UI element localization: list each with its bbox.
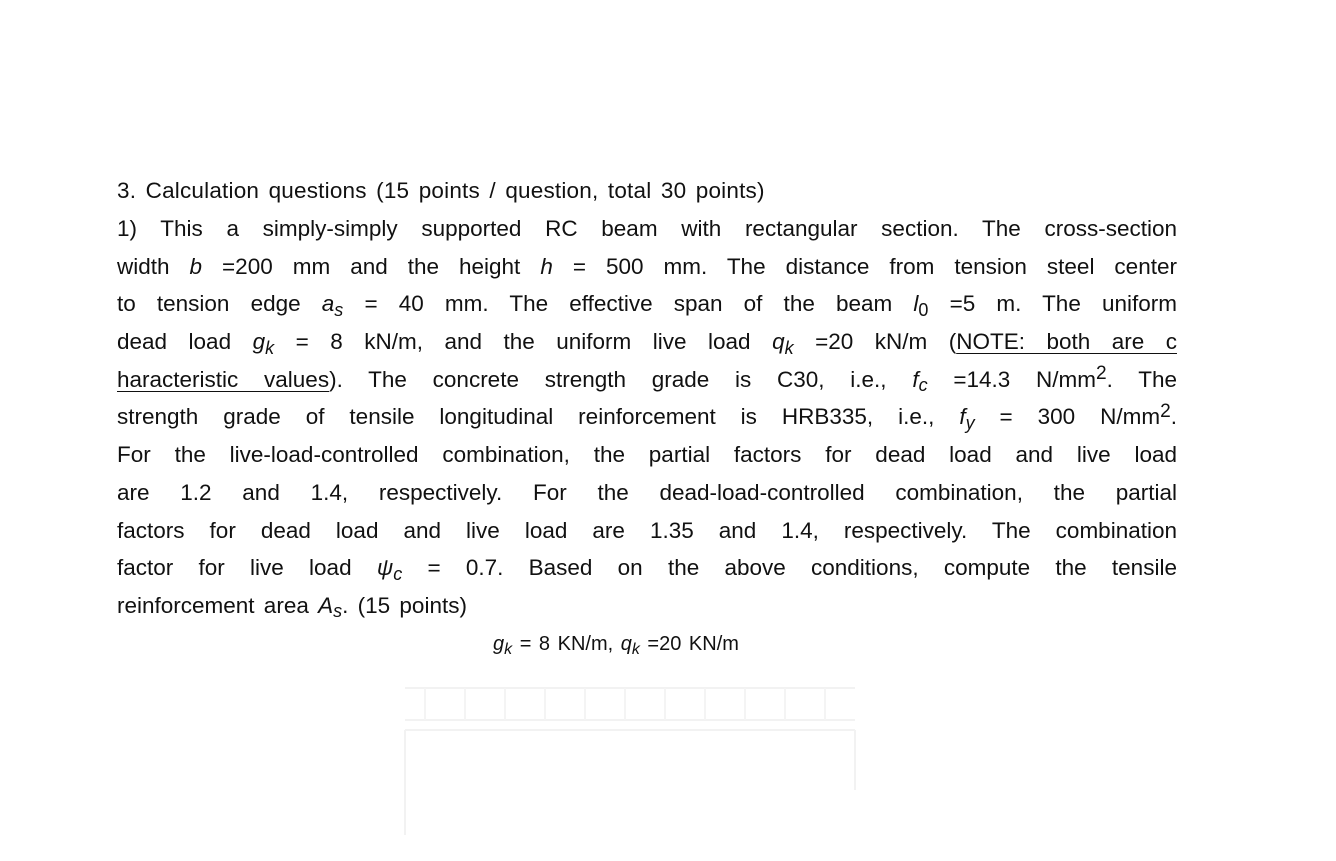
paragraph-line-1: 1) This a simply-simply supported RC beam with rectangular section. The cross-section bbox=[117, 216, 1177, 241]
variable-b: b bbox=[189, 253, 203, 279]
variable-subscript: k bbox=[265, 337, 275, 358]
variable-subscript: s bbox=[334, 299, 344, 320]
variable-base: g bbox=[252, 329, 266, 355]
text-segment: to tension edge bbox=[117, 291, 301, 317]
text-segment bbox=[999, 400, 1177, 430]
variable-subscript: c bbox=[918, 375, 928, 396]
variable-qk bbox=[772, 329, 794, 358]
underlined-note: NOTE: both are c bbox=[956, 329, 1177, 355]
variable-l0 bbox=[913, 291, 929, 320]
text-segment: =20 kN/m ( bbox=[815, 329, 957, 355]
variable-subscript: y bbox=[965, 412, 975, 433]
variable-subscript: 0 bbox=[918, 299, 929, 320]
variable-base: f bbox=[959, 404, 966, 430]
text-segment: dead load bbox=[117, 329, 232, 355]
paragraph-line-10 bbox=[117, 549, 1177, 587]
paragraph-line-3 bbox=[117, 285, 1177, 323]
text-segment: = 8 KN/m, bbox=[519, 633, 614, 655]
text-segment: =200 mm and the height bbox=[222, 253, 521, 279]
text-segment: width bbox=[117, 253, 170, 279]
section-heading: 3. Calculation questions (15 points / question, total 30 points) bbox=[117, 178, 765, 203]
text-segment: =20 KN/m bbox=[647, 633, 739, 655]
text-segment: . (15 points) bbox=[342, 592, 467, 618]
variable-subscript: s bbox=[333, 601, 343, 622]
text-segment: . bbox=[1170, 404, 1177, 430]
variable-fc bbox=[912, 366, 928, 396]
variable-base: l bbox=[913, 291, 919, 317]
paragraph-line-4 bbox=[117, 323, 1177, 361]
variable-base: A bbox=[318, 592, 334, 618]
variable-fy bbox=[959, 404, 975, 433]
text-segment: = 40 mm. The effective span of the beam bbox=[364, 291, 893, 317]
variable-psi-c bbox=[376, 555, 403, 584]
text-segment: strength grade of tensile longitudinal reinforcement is HRB335, i.e., bbox=[117, 404, 935, 430]
text-segment bbox=[117, 367, 887, 392]
variable-gk bbox=[252, 329, 275, 358]
variable-base: q bbox=[620, 633, 632, 655]
paragraph-line-6 bbox=[117, 398, 1177, 436]
paragraph-line-9: factors for dead load and live load are 1.35 and 1.4, respectively. The combination bbox=[117, 517, 1177, 543]
paragraph-line-5 bbox=[117, 361, 1177, 399]
variable-subscript: k bbox=[784, 337, 794, 358]
question-paragraph bbox=[117, 210, 1177, 625]
underlined-note: haracteristic values bbox=[117, 366, 330, 392]
text-segment: factor for live load bbox=[117, 555, 352, 581]
variable-base: a bbox=[321, 291, 335, 317]
text-segment: = 500 mm. The distance from tension steel center bbox=[572, 253, 1177, 279]
paragraph-line-2 bbox=[117, 248, 1177, 286]
text-segment: = 8 kN/m, and the uniform live load bbox=[295, 329, 751, 355]
variable-subscript: c bbox=[393, 563, 403, 584]
text-segment bbox=[815, 329, 1177, 354]
faint-beam-figure bbox=[395, 670, 865, 840]
paragraph-line-8: are 1.2 and 1.4, respectively. For the dead-load-controlled combination, the partial bbox=[117, 479, 1177, 505]
load-caption bbox=[493, 626, 739, 664]
variable-subscript: k bbox=[631, 641, 640, 658]
variable-base: f bbox=[912, 366, 919, 392]
variable-h: h bbox=[540, 253, 553, 279]
paragraph-line-7: For the live-load-controlled combination, the partial factors for dead load and live load bbox=[117, 442, 1177, 468]
text-segment: ). The concrete strength grade is C30, i.e., bbox=[329, 366, 887, 392]
text-segment: reinforcement area bbox=[117, 592, 309, 618]
superscript: 2 bbox=[1160, 400, 1171, 422]
question-document bbox=[117, 172, 1177, 625]
text-segment: = 300 N/mm bbox=[999, 404, 1161, 430]
variable-base: g bbox=[493, 633, 505, 655]
paragraph-line-11 bbox=[117, 587, 1177, 625]
superscript: 2 bbox=[1095, 363, 1107, 385]
text-segment bbox=[953, 363, 1177, 392]
text-segment: =14.3 N/mm bbox=[953, 366, 1096, 392]
variable-base: q bbox=[772, 329, 785, 355]
text-segment: =5 m. The uniform bbox=[949, 291, 1177, 317]
variable-as bbox=[321, 291, 344, 320]
text-segment: = 0.7. Based on the above conditions, compute the tensile bbox=[427, 555, 1177, 581]
variable-subscript: k bbox=[504, 641, 513, 658]
variable-base: ψ bbox=[376, 555, 394, 581]
text-segment: . The bbox=[1106, 366, 1177, 392]
